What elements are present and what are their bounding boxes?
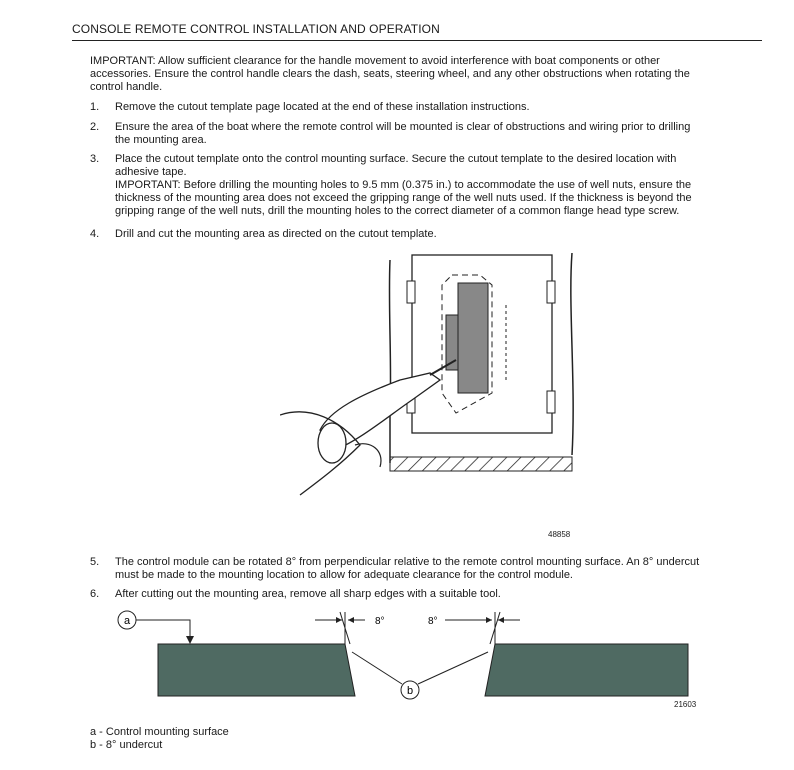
important-note-line: control handle. bbox=[90, 81, 163, 93]
figure-number: 21603 bbox=[674, 700, 697, 709]
step-4-text bbox=[115, 228, 775, 241]
step-line: Place the cutout template onto the control mounting surface. Secure the cutout template to the desired location with bbox=[115, 153, 677, 165]
step-important-line: gripping range of the well nuts, drill the mounting holes to the correct diameter of a common flange head type screw. bbox=[115, 205, 680, 217]
callout-a-label: a bbox=[123, 615, 131, 627]
step-2-text bbox=[115, 121, 775, 147]
leader-line bbox=[352, 652, 402, 684]
arrowhead bbox=[336, 617, 342, 623]
step-number: 4. bbox=[90, 228, 100, 240]
section-title: CONSOLE REMOTE CONTROL INSTALLATION AND OPERATION bbox=[72, 22, 440, 36]
important-note-line: accessories. Ensure the control handle clears the dash, seats, steering wheel, and any other obstructions when rotating the bbox=[90, 68, 690, 80]
mounting-surface-section bbox=[390, 457, 572, 471]
callout-b-label: b bbox=[406, 685, 414, 697]
step-line: Remove the cutout template page located at the end of these installation instructions. bbox=[115, 101, 530, 113]
step-important-line: thickness of the mounting area does not exceed the gripping range of the well nuts used. If the thickness is beyond the bbox=[115, 192, 692, 204]
step-important-line: IMPORTANT: Before drilling the mounting holes to 9.5 mm (0.375 in.) to accommodate the use of well nuts, ensure the bbox=[115, 179, 692, 191]
step-line: Ensure the area of the boat where the remote control will be mounted is clear of obstructions and wiring prior to drilling bbox=[115, 121, 691, 133]
step-line: The control module can be rotated 8° from perpendicular relative to the remote control mounting surface. An 8° undercut bbox=[115, 556, 700, 568]
arrowhead bbox=[348, 617, 354, 623]
step-line: Drill and cut the mounting area as directed on the cutout template. bbox=[115, 228, 437, 240]
step-number: 1. bbox=[90, 101, 100, 113]
legend-key: b - bbox=[90, 739, 103, 751]
mounting-surface-left bbox=[158, 644, 355, 696]
drill-body bbox=[318, 423, 346, 463]
step-number: 5. bbox=[90, 556, 100, 568]
panel-left-edge bbox=[389, 260, 390, 463]
panel-right-edge bbox=[571, 253, 573, 455]
leader-line bbox=[136, 620, 190, 642]
legend-item bbox=[90, 739, 229, 752]
step-line: must be made to the mounting location to allow for adequate clearance for the control module. bbox=[115, 569, 573, 581]
figure-number: 48858 bbox=[548, 530, 571, 539]
step-number: 3. bbox=[90, 153, 100, 165]
step-number: 2. bbox=[90, 121, 100, 133]
hand-outline bbox=[355, 444, 381, 467]
cutout-area bbox=[458, 283, 488, 393]
leader-line bbox=[418, 652, 488, 684]
step-line: the mounting area. bbox=[115, 134, 207, 146]
tape-strip bbox=[407, 281, 415, 303]
drilling-illustration bbox=[280, 245, 600, 500]
angle-label-left: 8° bbox=[375, 616, 385, 627]
important-note bbox=[90, 55, 770, 94]
step-6-text bbox=[115, 588, 775, 601]
step-number: 6. bbox=[90, 588, 100, 600]
arrowhead bbox=[498, 617, 504, 623]
angle-label-right: 8° bbox=[428, 616, 438, 627]
arrowhead bbox=[186, 636, 194, 644]
mounting-surface-right bbox=[485, 644, 688, 696]
step-line: After cutting out the mounting area, remove all sharp edges with a suitable tool. bbox=[115, 588, 501, 600]
step-1-text bbox=[115, 101, 775, 114]
legend-item bbox=[90, 726, 229, 739]
tape-strip bbox=[547, 281, 555, 303]
step-5-text bbox=[115, 556, 775, 582]
step-line: adhesive tape. bbox=[115, 166, 187, 178]
undercut-diagram bbox=[110, 604, 700, 704]
legend-key: a - bbox=[90, 726, 103, 738]
section-header bbox=[72, 22, 762, 41]
arrowhead bbox=[486, 617, 492, 623]
legend-text: 8° undercut bbox=[105, 739, 163, 751]
tape-strip bbox=[547, 391, 555, 413]
step-3-text bbox=[115, 153, 775, 218]
legend bbox=[90, 726, 229, 752]
legend-text: Control mounting surface bbox=[105, 726, 229, 738]
important-note-line: IMPORTANT: Allow sufficient clearance for the handle movement to avoid interference with boat components or other bbox=[90, 55, 660, 67]
